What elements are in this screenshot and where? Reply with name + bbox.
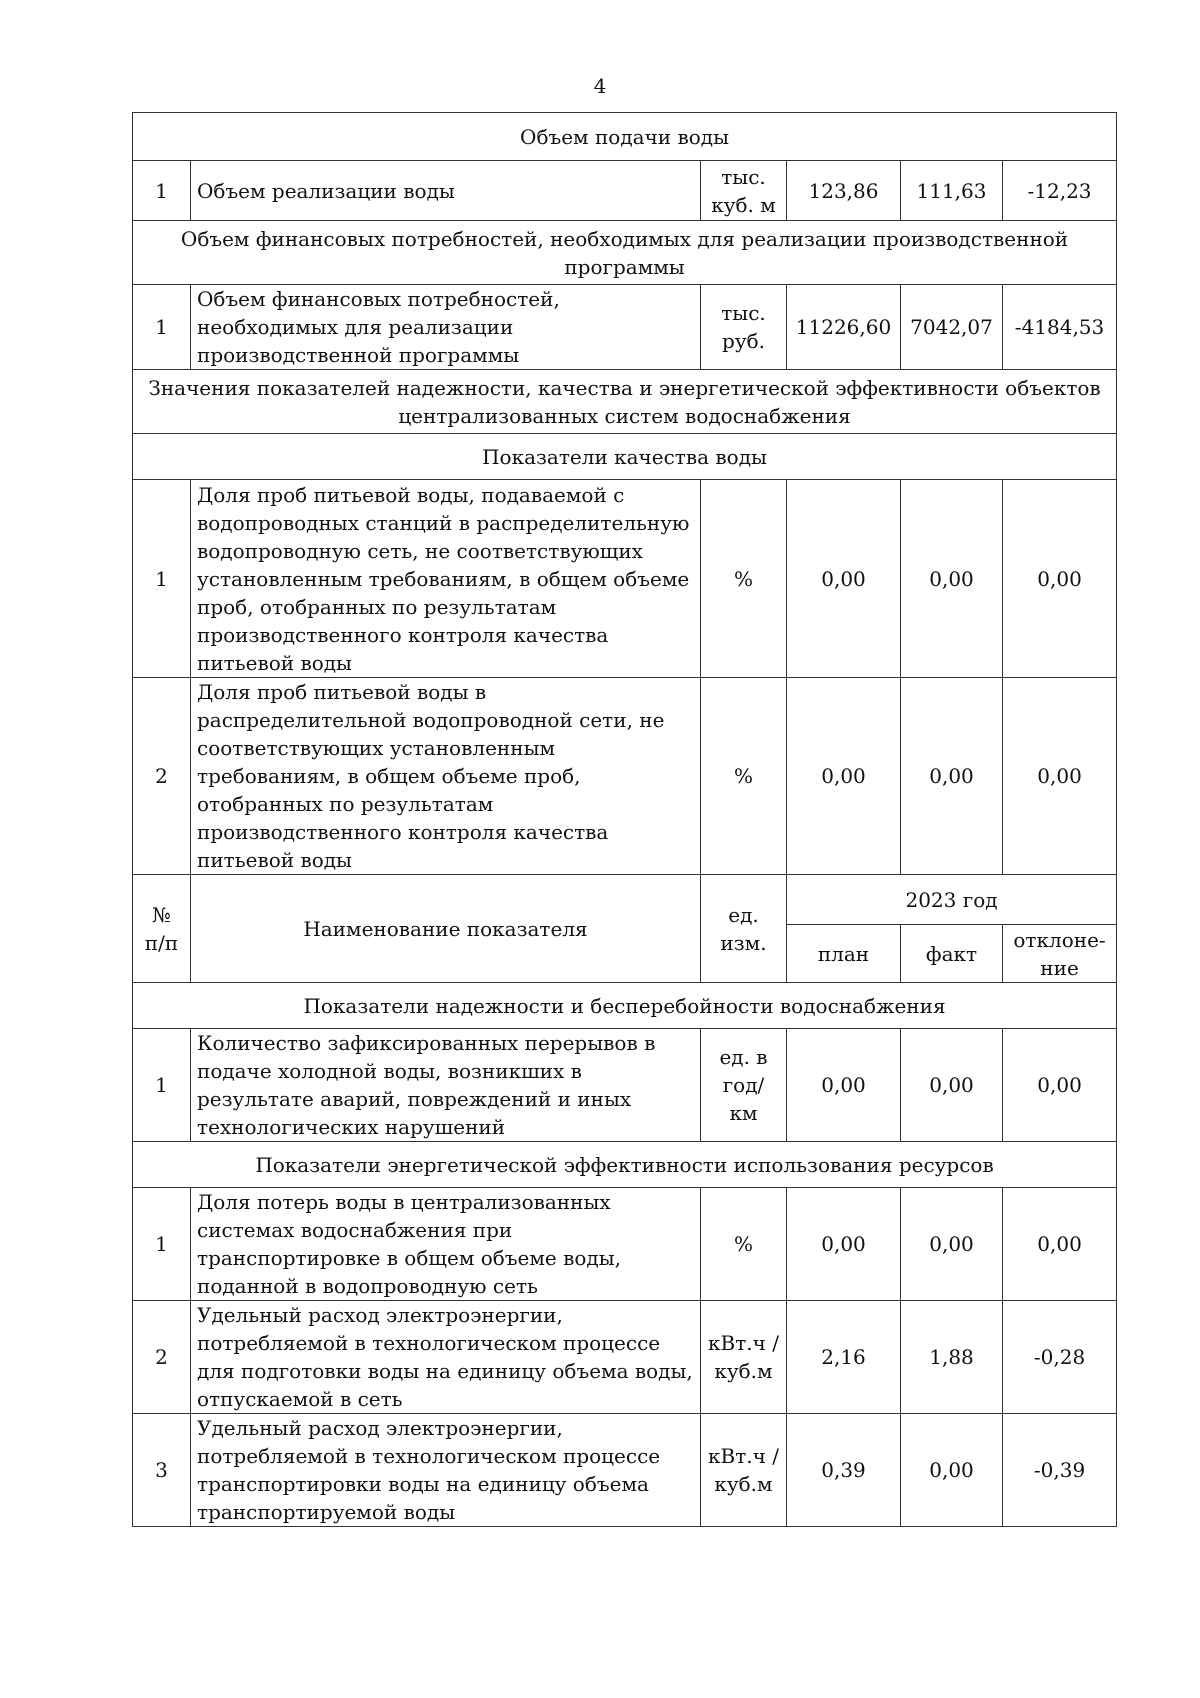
indicator-name: Доля проб питьевой воды в распределительной водопроводной сети, не соответствующих установленным требованиям, в общем объеме проб, отобранных по результатам производственного контроля качества питьевой воды <box>191 678 701 875</box>
table-row <box>133 1301 1117 1414</box>
fact-value: 0,00 <box>901 1414 1003 1527</box>
unit-cell: ед. в год/ км <box>701 1029 787 1142</box>
plan-value: 0,00 <box>787 480 901 678</box>
report-table <box>132 112 1117 1527</box>
row-number: 1 <box>133 285 191 370</box>
section-row <box>133 1142 1117 1188</box>
header-number: № п/п <box>133 875 191 983</box>
unit-cell: кВт.ч / куб.м <box>701 1414 787 1527</box>
indicator-name: Удельный расход электроэнергии, потребляемой в технологическом процессе транспортировки воды на единицу объема транспортируемой воды <box>191 1414 701 1527</box>
row-number: 3 <box>133 1414 191 1527</box>
deviation-value: 0,00 <box>1003 480 1117 678</box>
unit-cell: % <box>701 480 787 678</box>
table-row <box>133 1414 1117 1527</box>
header-unit: ед. изм. <box>701 875 787 983</box>
section-reliability: Показатели надежности и бесперебойности водоснабжения <box>133 983 1117 1029</box>
row-number: 2 <box>133 1301 191 1414</box>
section-quality: Показатели качества воды <box>133 434 1117 480</box>
section-row <box>133 983 1117 1029</box>
indicator-name: Объем финансовых потребностей, необходимых для реализации производственной программы <box>191 285 701 370</box>
plan-value: 11226,60 <box>787 285 901 370</box>
header-year: 2023 год <box>787 875 1117 925</box>
deviation-value: 0,00 <box>1003 1029 1117 1142</box>
plan-value: 0,00 <box>787 1188 901 1301</box>
header-deviation: отклоне-ние <box>1003 925 1117 983</box>
table-row <box>133 161 1117 221</box>
unit-cell: % <box>701 1188 787 1301</box>
table-row <box>133 678 1117 875</box>
table-row <box>133 1029 1117 1142</box>
header-name: Наименование показателя <box>191 875 701 983</box>
unit-cell: тыс. руб. <box>701 285 787 370</box>
fact-value: 0,00 <box>901 480 1003 678</box>
table-row <box>133 285 1117 370</box>
fact-value: 7042,07 <box>901 285 1003 370</box>
section-water-supply: Объем подачи воды <box>133 113 1117 161</box>
page-number: 4 <box>593 74 607 98</box>
unit-cell: кВт.ч / куб.м <box>701 1301 787 1414</box>
section-energy: Показатели энергетической эффективности использования ресурсов <box>133 1142 1117 1188</box>
section-row <box>133 221 1117 285</box>
header-plan: план <box>787 925 901 983</box>
deviation-value: -0,39 <box>1003 1414 1117 1527</box>
fact-value: 0,00 <box>901 1188 1003 1301</box>
section-row <box>133 434 1117 480</box>
header-row <box>133 875 1117 925</box>
indicator-name: Доля потерь воды в централизованных системах водоснабжения при транспортировке в общем объеме воды, поданной в водопроводную сеть <box>191 1188 701 1301</box>
unit-cell: % <box>701 678 787 875</box>
deviation-value: -4184,53 <box>1003 285 1117 370</box>
indicator-name: Доля проб питьевой воды, подаваемой с водопроводных станций в распределительную водопроводную сеть, не соответствующих установленным требованиям, в общем объеме проб, отобранных по результатам производственного контроля качества питьевой воды <box>191 480 701 678</box>
section-indicators: Значения показателей надежности, качества и энергетической эффективности объектов централизованных систем водоснабжения <box>133 370 1117 434</box>
deviation-value: 0,00 <box>1003 1188 1117 1301</box>
plan-value: 0,00 <box>787 1029 901 1142</box>
row-number: 2 <box>133 678 191 875</box>
indicator-name: Количество зафиксированных перерывов в подаче холодной воды, возникших в результате аварий, повреждений и иных технологических нарушений <box>191 1029 701 1142</box>
plan-value: 0,00 <box>787 678 901 875</box>
row-number: 1 <box>133 1188 191 1301</box>
indicator-name: Объем реализации воды <box>191 161 701 221</box>
fact-value: 111,63 <box>901 161 1003 221</box>
section-row <box>133 370 1117 434</box>
row-number: 1 <box>133 480 191 678</box>
row-number: 1 <box>133 161 191 221</box>
row-number: 1 <box>133 1029 191 1142</box>
fact-value: 0,00 <box>901 678 1003 875</box>
deviation-value: 0,00 <box>1003 678 1117 875</box>
plan-value: 0,39 <box>787 1414 901 1527</box>
fact-value: 0,00 <box>901 1029 1003 1142</box>
table-row <box>133 480 1117 678</box>
unit-cell: тыс. куб. м <box>701 161 787 221</box>
deviation-value: -0,28 <box>1003 1301 1117 1414</box>
fact-value: 1,88 <box>901 1301 1003 1414</box>
plan-value: 123,86 <box>787 161 901 221</box>
plan-value: 2,16 <box>787 1301 901 1414</box>
table-row <box>133 1188 1117 1301</box>
deviation-value: -12,23 <box>1003 161 1117 221</box>
section-row <box>133 113 1117 161</box>
section-financial: Объем финансовых потребностей, необходимых для реализации производственной программы <box>133 221 1117 285</box>
indicator-name: Удельный расход электроэнергии, потребляемой в технологическом процессе для подготовки воды на единицу объема воды, отпускаемой в сеть <box>191 1301 701 1414</box>
header-fact: факт <box>901 925 1003 983</box>
